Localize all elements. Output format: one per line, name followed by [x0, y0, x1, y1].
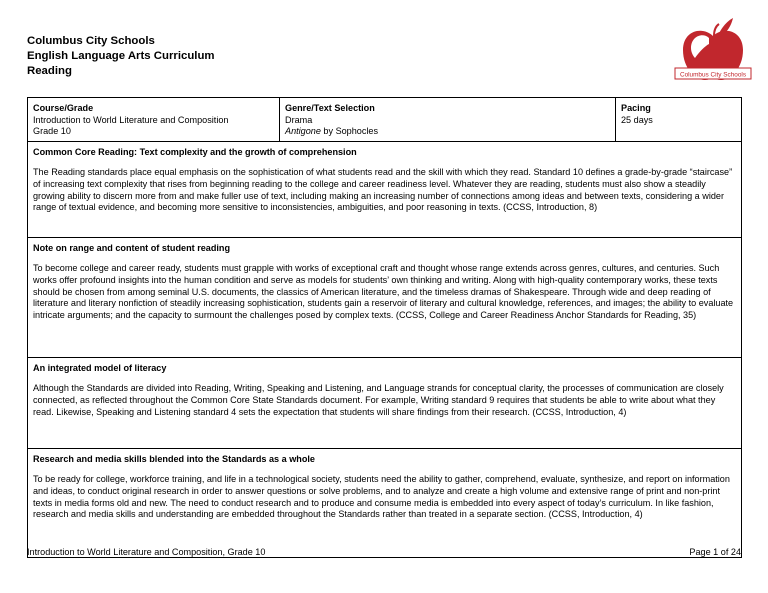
genre-text-cell [280, 98, 616, 142]
section-row-integrated-literacy [28, 357, 742, 448]
grade-level: Grade 10 [33, 126, 71, 137]
section-body: Although the Standards are divided into Reading, Writing, Speaking and Listening, and Language strands for conceptual clarity, the processes of communication are closely connected, as reflected throughout the Common Core State Standards document. For example, Writing standard 9 requires that students be able to write about what they read. Likewise, Speaking and Listening standard 4 sets the expectation that students will share findings from their research. (CCSS, Introduction, 4) [33, 383, 724, 417]
curriculum-table [27, 97, 742, 558]
course-name: Introduction to World Literature and Composition [33, 114, 229, 125]
section-heading: Research and media skills blended into the Standards as a whole [33, 453, 315, 464]
footer-course-title: Introduction to World Literature and Composition, Grade 10 [27, 547, 266, 557]
section-body: To become college and career ready, students must grapple with works of exceptional craft and thought whose range extends across genres, cultures, and centuries. Such works offer profound insights into the human condition and serve as models for students’ own thinking and writing. Along with high-quality contemporary works, these texts should be chosen from among seminal U.S. documents, the classics of American literature, and the timeless dramas of Shakespeare. Through wide and deep reading of literature and literary nonfiction of steadily increasing sophistication, students gain a reservoir of literary and cultural knowledge, references, and images; the ability to evaluate intricate arguments; and the capacity to surmount the challenges posed by complex texts. (CCSS, College and Career Readiness Anchor Standards for Reading, 35) [33, 263, 734, 320]
document-header [27, 34, 215, 79]
info-row [28, 98, 742, 142]
section-row-range-content [28, 237, 742, 357]
section-row-text-complexity [28, 141, 742, 237]
text-author: by Sophocles [320, 126, 379, 137]
pacing-cell [616, 98, 742, 142]
section-body: The Reading standards place equal emphasis on the sophistication of what students read and the skill with which they read. Standard 10 defines a grade-by-grade “staircase” of increasing text complexity that rises from beginning reading to the college and career readiness level. Whatever they are reading, students must also show a steadily growing ability to discern more from and make fuller use of text, including making an increasing number of connections among ideas and between texts, considering a wider range of textual evidence, and becoming more sensitive to inconsistencies, ambiguities, and poor reasoning in texts. (CCSS, Introduction, 8) [33, 167, 733, 213]
footer-page-number: Page 1 of 24 [689, 547, 741, 557]
section-heading: Common Core Reading: Text complexity and the growth of comprehension [33, 146, 357, 157]
section-row-research-media [28, 448, 742, 557]
section-heading: Note on range and content of student reading [33, 242, 231, 253]
course-grade-label: Course/Grade [33, 103, 94, 113]
header-curriculum: English Language Arts Curriculum [27, 50, 215, 62]
genre-value: Drama [285, 114, 313, 125]
course-grade-cell [28, 98, 280, 142]
text-selection [285, 126, 610, 138]
text-title: Antigone [285, 126, 321, 137]
pacing-value: 25 days [621, 114, 653, 125]
section-body: To be ready for college, workforce training, and life in a technological society, students need the ability to gather, comprehend, evaluate, synthesize, and report on information and ideas, to conduct original research in order to answer questions or solve problems, and to analyze and create a high volume and extensive range of print and non-print texts in media forms old and new. The need to conduct research and to produce and consume media is embedded into every aspect of today’s curriculum. In like fashion, research and media skills and understanding are embedded throughout the Standards rather than treated in a separate section. (CCSS, Introduction, 4) [33, 474, 730, 520]
pacing-label: Pacing [621, 103, 651, 113]
logo-text: Columbus City Schools [679, 71, 747, 79]
header-district: Columbus City Schools [27, 35, 155, 47]
header-strand: Reading [27, 65, 72, 77]
section-heading: An integrated model of literacy [33, 362, 167, 373]
genre-text-label: Genre/Text Selection [285, 103, 375, 113]
apple-logo-icon [673, 10, 753, 90]
